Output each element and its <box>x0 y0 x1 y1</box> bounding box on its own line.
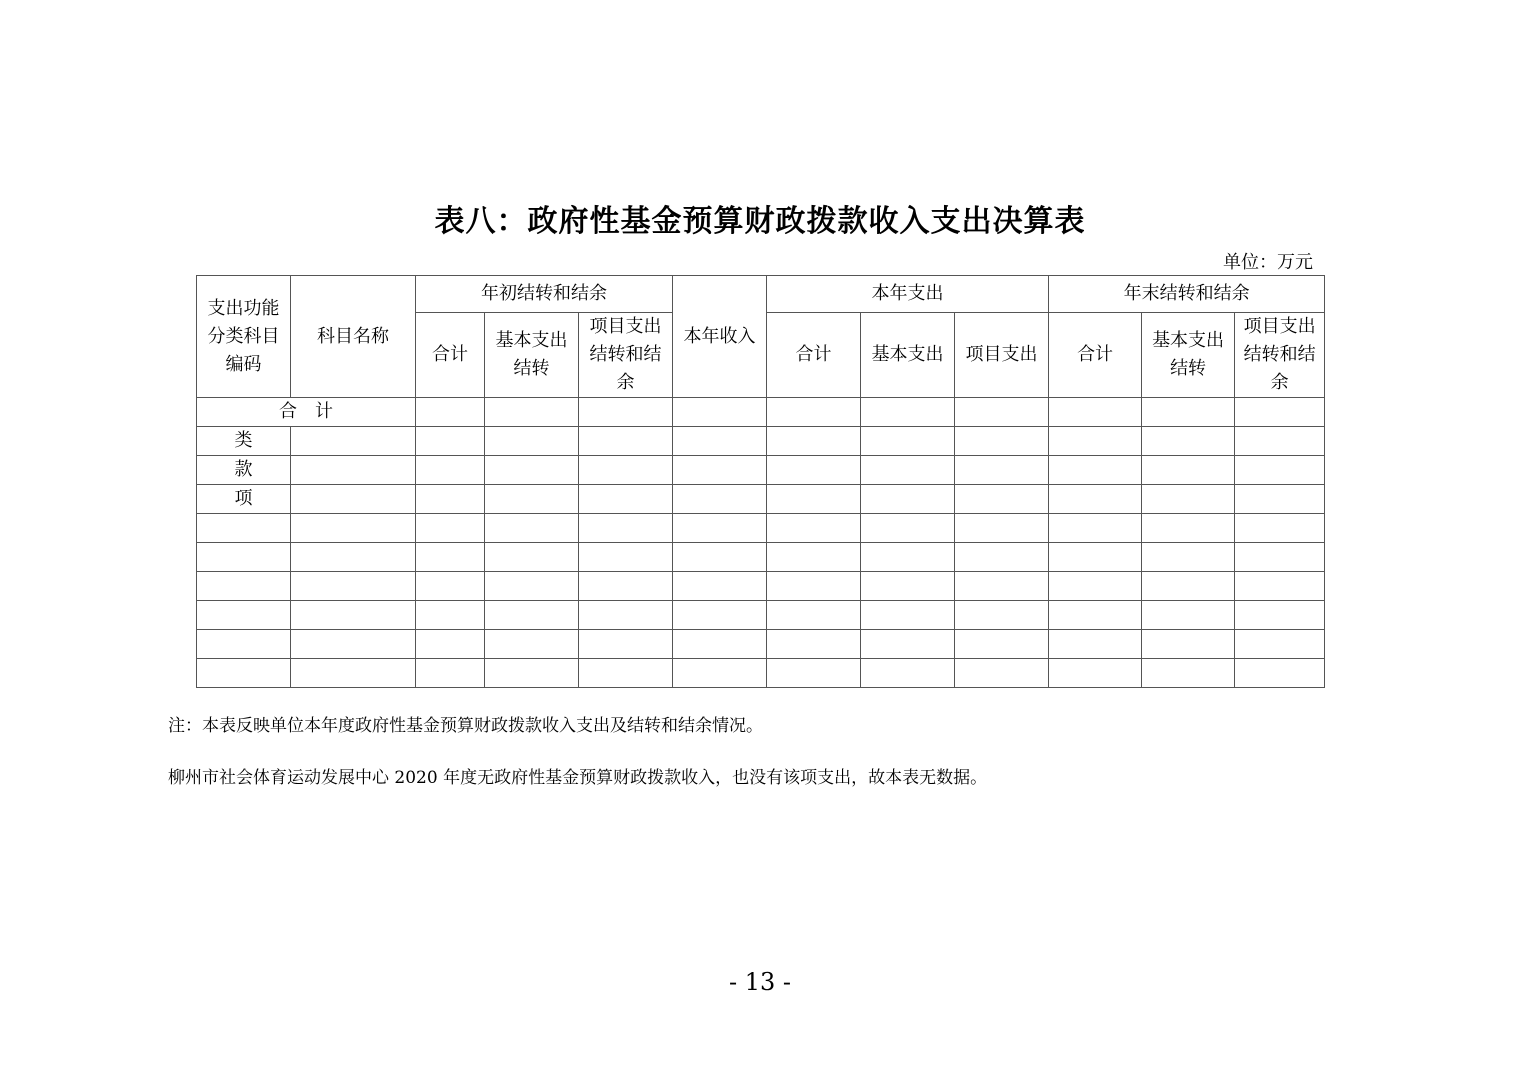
category-label: 类 <box>197 427 291 456</box>
section-label: 款 <box>197 456 291 485</box>
table-row <box>197 427 1325 456</box>
table-row <box>197 543 1325 572</box>
table-row <box>197 456 1325 485</box>
header-name: 科目名称 <box>291 276 416 398</box>
total-label: 合 计 <box>197 398 416 427</box>
no-data-statement: 柳州市社会体育运动发展中心 2020 年度无政府性基金预算财政拨款收入，也没有该项支出，故本表无数据。 <box>168 768 988 788</box>
header-exp-project: 项目支出 <box>955 313 1049 398</box>
header-exp-basic: 基本支出 <box>861 313 955 398</box>
table-note: 注：本表反映单位本年度政府性基金预算财政拨款收入支出及结转和结余情况。 <box>168 716 763 736</box>
header-end-balance: 年末结转和结余 <box>1049 276 1325 313</box>
page-number: - 13 - <box>728 968 791 996</box>
header-end-project: 项目支出结转和结余 <box>1235 313 1325 398</box>
header-expense: 本年支出 <box>767 276 1049 313</box>
header-row-1 <box>197 276 1325 313</box>
table-row <box>197 572 1325 601</box>
table-row <box>197 514 1325 543</box>
header-begin-project: 项目支出结转和结余 <box>579 313 673 398</box>
header-begin-balance: 年初结转和结余 <box>416 276 673 313</box>
page-title: 表八：政府性基金预算财政拨款收入支出决算表 <box>434 204 1086 239</box>
unit-label: 单位：万元 <box>1223 252 1313 273</box>
header-begin-total: 合计 <box>416 313 485 398</box>
header-income: 本年收入 <box>673 276 767 398</box>
header-begin-basic: 基本支出结转 <box>485 313 579 398</box>
header-end-basic: 基本支出结转 <box>1142 313 1235 398</box>
table-row <box>197 485 1325 514</box>
header-exp-total: 合计 <box>767 313 861 398</box>
header-end-total: 合计 <box>1049 313 1142 398</box>
item-label: 项 <box>197 485 291 514</box>
budget-table <box>196 275 1325 688</box>
total-row <box>197 398 1325 427</box>
header-code: 支出功能分类科目编码 <box>197 276 291 398</box>
table-row <box>197 630 1325 659</box>
table-row <box>197 659 1325 688</box>
table-row <box>197 601 1325 630</box>
